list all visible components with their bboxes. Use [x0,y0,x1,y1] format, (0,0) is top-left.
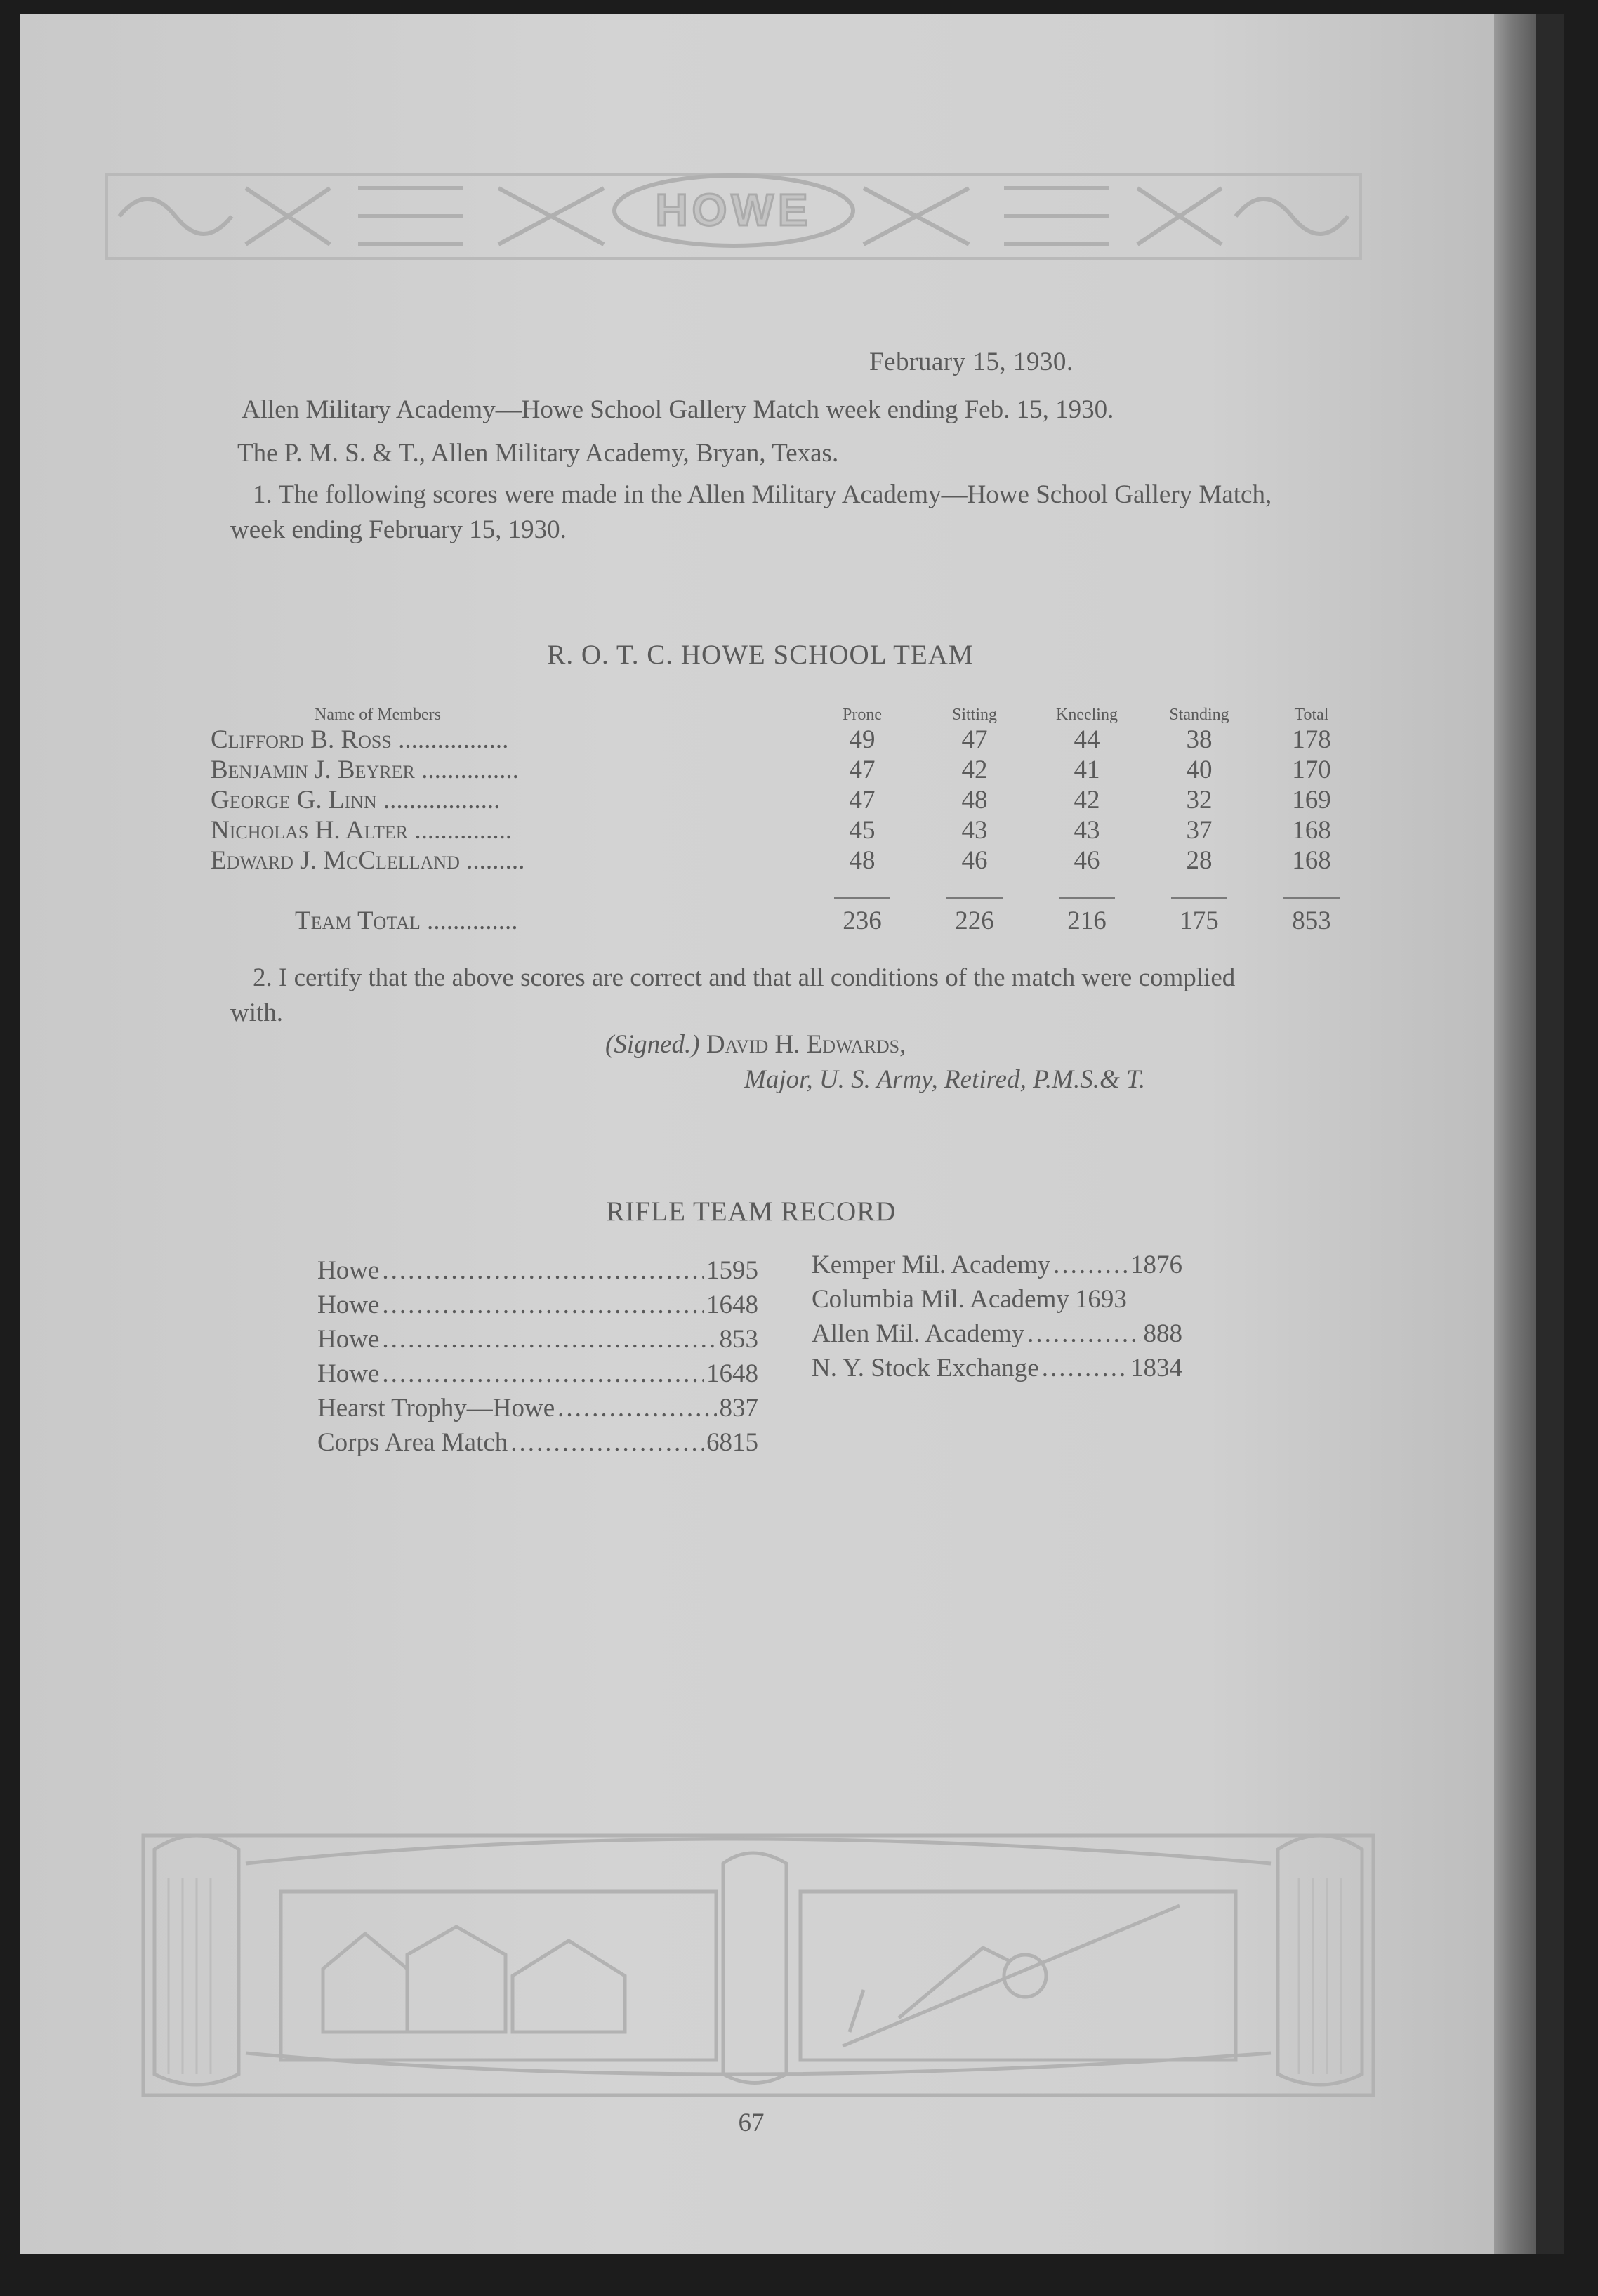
total-standing: 175 [1180,906,1219,935]
record-value: 1876 [1130,1251,1182,1279]
record-label: N. Y. Stock Exchange [812,1354,1039,1383]
record-value: 6815 [706,1428,758,1457]
total-prone: 236 [843,906,882,935]
leader-dots: ......... [459,846,525,875]
record-label: Kemper Mil. Academy [812,1251,1051,1279]
score-sitting: 48 [961,786,988,814]
table-row [211,845,1368,876]
leader-dots [382,1359,704,1389]
record-value: 1648 [706,1291,758,1319]
signer-name: David H. Edwards, [706,1030,906,1059]
record-value: 1693 [1074,1285,1127,1314]
leader-dots: .............. [420,906,518,935]
scores-table [211,694,1368,936]
score-prone: 45 [849,816,876,845]
member-name: George G. Linn [211,786,377,814]
member-name: Clifford B. Ross [211,725,392,754]
score-standing: 32 [1186,786,1213,814]
score-sitting: 42 [961,756,988,784]
leader-dots: ............... [414,756,519,784]
leader-dots [382,1324,716,1354]
score-standing: 40 [1186,756,1213,784]
page-number: 67 [738,2109,765,2137]
score-total: 170 [1292,756,1331,784]
leader-dots [382,1255,704,1286]
member-name: Benjamin J. Beyrer [211,756,415,784]
member-name: Nicholas H. Alter [211,816,409,845]
sum-rule-row [211,876,1368,906]
header-kneeling: Kneeling [1056,706,1118,724]
footer-illustration [140,1821,1376,2104]
sum-rule [946,897,1003,899]
table-row [211,815,1368,845]
rifle-record-left-column [317,1255,758,1462]
record-label: Columbia Mil. Academy [812,1285,1069,1314]
scroll-banner-icon [140,1821,1376,2104]
table-row [211,725,1368,755]
record-label: Howe [317,1325,380,1354]
record-value: 1595 [706,1256,758,1285]
table-row [211,755,1368,785]
score-standing: 38 [1186,725,1213,754]
score-prone: 47 [849,786,876,814]
letter-addressee: The P. M. S. & T., Allen Military Academy, Bryan, Texas. [237,439,839,468]
total-total: 853 [1292,906,1331,935]
team-total-label: Team Total [295,906,421,935]
score-kneeling: 41 [1074,756,1100,784]
record-label: Howe [317,1256,380,1285]
sum-rule [1283,897,1340,899]
score-standing: 37 [1186,816,1213,845]
record-value: 888 [1143,1319,1182,1348]
record-label: Howe [317,1291,380,1319]
leader-dots: ................. [391,725,509,754]
sum-rule [1059,897,1115,899]
header-sitting: Sitting [951,706,998,724]
leader-dots [510,1427,704,1458]
record-value: 837 [719,1394,758,1423]
score-prone: 47 [849,756,876,784]
header-prone: Prone [843,706,882,724]
total-kneeling: 216 [1067,906,1107,935]
signature-line [605,1029,906,1060]
score-kneeling: 43 [1074,816,1100,845]
page [20,14,1501,2254]
record-value: 1648 [706,1359,758,1388]
team-table-title: R. O. T. C. HOWE SCHOOL TEAM [547,640,974,670]
sum-rule [834,897,890,899]
list-item [317,1427,758,1462]
score-total: 169 [1292,786,1331,814]
signed-prefix: (Signed.) [605,1030,700,1059]
leader-dots [557,1393,716,1423]
list-item [812,1353,1182,1387]
record-value: 1834 [1130,1354,1182,1383]
score-sitting: 43 [961,816,988,845]
record-label: Allen Mil. Academy [812,1319,1025,1348]
list-item [317,1393,758,1427]
score-kneeling: 42 [1074,786,1100,814]
score-sitting: 46 [961,846,988,875]
leader-dots [382,1290,704,1320]
header-standing: Standing [1169,706,1229,724]
rifle-record-title: RIFLE TEAM RECORD [606,1196,897,1227]
list-item [812,1284,1182,1319]
score-standing: 28 [1186,846,1213,875]
leader-dots [1042,1353,1128,1383]
score-prone: 49 [849,725,876,754]
score-total: 168 [1292,846,1331,875]
rifle-record-right-column [812,1250,1182,1387]
list-item [812,1319,1182,1353]
score-sitting: 47 [961,725,988,754]
record-label: Hearst Trophy—Howe [317,1394,555,1423]
header-banner [105,167,1362,265]
list-item [317,1255,758,1290]
total-sitting: 226 [955,906,994,935]
score-kneeling: 46 [1074,846,1100,875]
table-row [211,785,1368,815]
leader-dots: .................. [376,786,501,814]
letter-subject: Allen Military Academy—Howe School Gallery Match week ending Feb. 15, 1930. [242,395,1114,424]
letter-date: February 15, 1930. [869,348,1074,376]
signer-rank: Major, U. S. Army, Retired, P.M.S.& T. [744,1065,1146,1094]
leader-dots [1053,1250,1128,1280]
list-item [317,1290,758,1324]
table-header-row [211,694,1368,725]
member-name: Edward J. McClelland [211,846,460,875]
scan-border [1536,14,1564,2254]
list-item [317,1359,758,1393]
leader-dots: ............... [408,816,513,845]
paragraph-2: 2. I certify that the above scores are correct and that all conditions of the match were complied with. [230,963,1236,1027]
team-total-row [211,906,1368,936]
record-label: Corps Area Match [317,1428,508,1457]
record-value: 853 [719,1325,758,1354]
record-label: Howe [317,1359,380,1388]
header-name: Name of Members [315,706,441,724]
leader-dots [1027,1319,1140,1349]
header-total: Total [1294,706,1329,724]
score-total: 168 [1292,816,1331,845]
score-prone: 48 [849,846,876,875]
score-kneeling: 44 [1074,725,1100,754]
book-gutter [1494,14,1536,2254]
list-item [317,1324,758,1359]
list-item [812,1250,1182,1284]
banner-title: HOWE [655,185,812,235]
paragraph-1: 1. The following scores were made in the Allen Military Academy—Howe School Gallery Match, week ending February 15, 1930. [230,480,1272,544]
score-total: 178 [1292,725,1331,754]
sum-rule [1171,897,1227,899]
